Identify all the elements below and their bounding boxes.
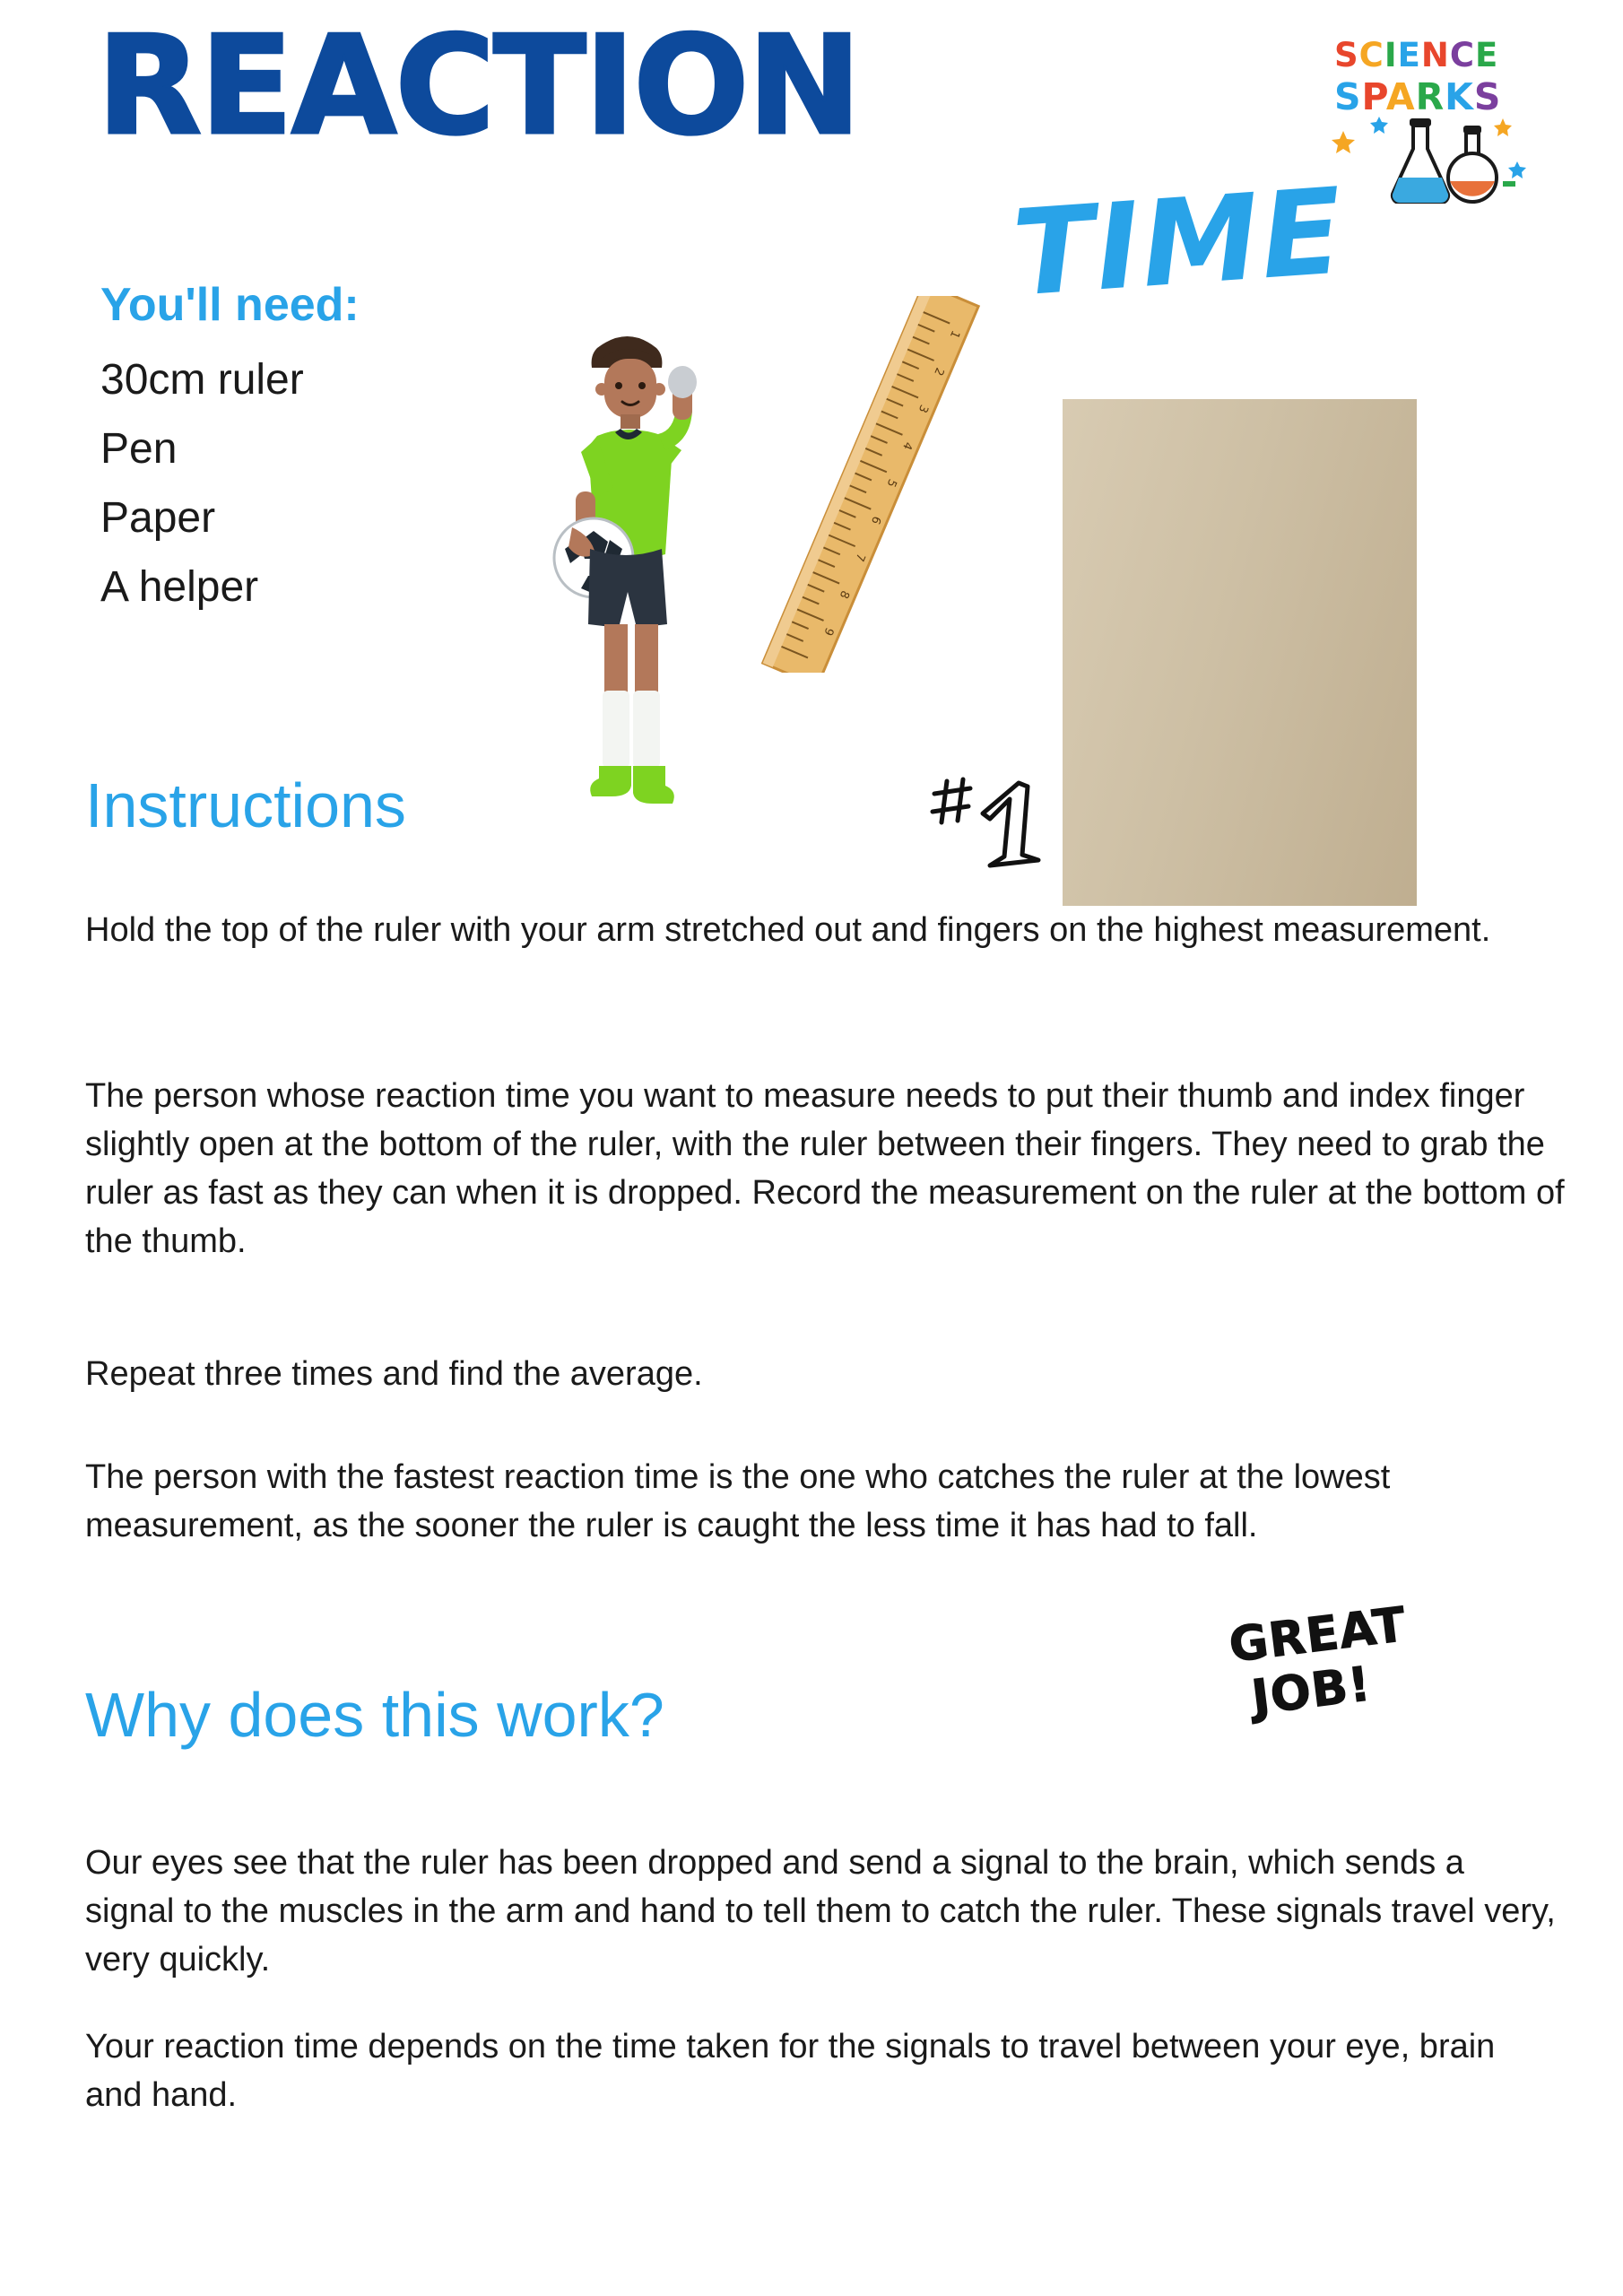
logo-text-line2: SPARKS <box>1334 75 1502 118</box>
why-paragraph-2: Your reaction time depends on the time taken for the signals to travel between your eye, brain and hand. <box>85 2028 1496 2114</box>
instruction-step-3: Repeat three times and find the average. <box>85 1355 703 1393</box>
logo-text-line1: SCIENCE <box>1334 36 1499 74</box>
list-item: Paper <box>100 494 216 542</box>
page-subtitle: TIME <box>1009 162 1349 324</box>
svg-text:3: 3 <box>915 402 931 415</box>
photo-background <box>1063 399 1417 906</box>
great-job-sticker <box>1226 1593 1454 1744</box>
instruction-step-4: The person with the fastest reaction time is the one who catches the ruler at the lowest measurement, as the sooner the ruler is caught the less time it has had to fall. <box>85 1458 1391 1544</box>
instruction-step-2: The person whose reaction time you want to measure needs to put their thumb and index finger slightly open at the bottom of the ruler, with the ruler between their fingers. They need to grab the ruler as fast as they can when it is dropped. Record the measurement on the ruler at the bottom of the thumb. <box>85 1077 1565 1260</box>
step-number-sticker <box>924 767 1067 874</box>
page-title: REACTION <box>97 6 860 165</box>
great-job-line1: GREAT <box>1226 1596 1410 1674</box>
materials-list <box>100 345 304 622</box>
great-job-line2: JOB! <box>1248 1657 1375 1726</box>
list-item: Pen <box>100 425 178 473</box>
svg-text:1: 1 <box>946 327 962 341</box>
svg-text:9: 9 <box>820 625 837 638</box>
why-heading: Why does this work? <box>85 1680 664 1750</box>
science-sparks-logo <box>1327 36 1533 206</box>
instruction-step-1: Hold the top of the ruler with your arm stretched out and fingers on the highest measurement. <box>85 911 1491 949</box>
svg-text:6: 6 <box>867 514 883 526</box>
wooden-ruler-illustration <box>726 296 1013 673</box>
svg-text:7: 7 <box>852 551 868 563</box>
svg-text:4: 4 <box>899 439 916 452</box>
list-item: 30cm ruler <box>100 356 304 404</box>
materials-heading: You'll need: <box>100 279 360 331</box>
list-item: A helper <box>100 563 259 611</box>
svg-text:5: 5 <box>883 476 899 490</box>
why-paragraph-1: Our eyes see that the ruler has been dropped and send a signal to the brain, which sends a signal to the muscles in the arm and hand to tell them to catch the ruler. These signals travel very, very quickly. <box>85 1844 1556 1979</box>
footballer-illustration <box>511 296 744 852</box>
flasks-and-stars-icon <box>1327 109 1533 204</box>
instructions-heading: Instructions <box>85 770 406 840</box>
svg-text:2: 2 <box>931 365 947 378</box>
hand-holding-ruler-photo <box>1063 399 1417 906</box>
svg-text:8: 8 <box>836 587 852 601</box>
